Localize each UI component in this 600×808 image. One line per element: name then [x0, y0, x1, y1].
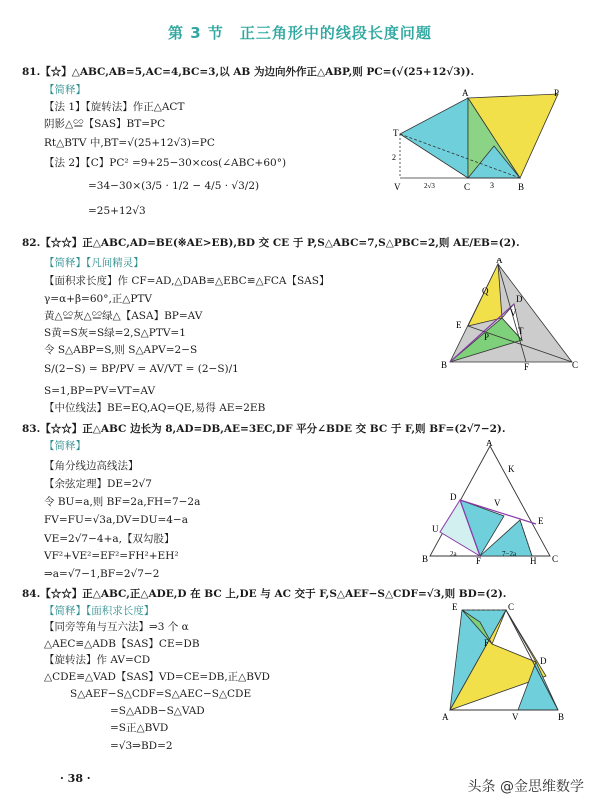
- problem-84-question: 84.【☆☆】正△ABC,正△ADE,D 在 BC 上,DE 与 AC 交于 F,S△AEF−S△CDF=√3,则 BD=(2).: [22, 588, 507, 600]
- p83-line2: 【角分线边高线法】: [44, 460, 139, 472]
- p82-line2: 【面积求长度】作 CF=AD,△DAB≌△EBC≌△FCA【SAS】: [44, 275, 330, 287]
- p84-line3: △AEC≌△ADB【SAS】CE=DB: [44, 638, 200, 650]
- p81-line3: 阴影△≌【SAS】BT=PC: [44, 118, 166, 130]
- p84-line7: =S△ADB−S△VAD: [110, 705, 205, 717]
- svg-text:C: C: [552, 554, 559, 564]
- p84-line9: =√3⇒BD=2: [110, 740, 173, 752]
- svg-text:E: E: [538, 516, 544, 526]
- svg-text:V: V: [512, 712, 519, 722]
- p81-line2: 【法 1】【旋转法】作正△ACT: [44, 101, 185, 113]
- p83-line3: 【余弦定理】DE=2√7: [44, 478, 152, 490]
- svg-text:P: P: [554, 88, 560, 98]
- svg-text:A: A: [496, 258, 503, 265]
- svg-text:2a: 2a: [450, 550, 457, 558]
- svg-text:B: B: [441, 360, 448, 370]
- p83-line5: FV=FU=√3a,DV=DU=4−a: [44, 514, 188, 526]
- p83-line7: VF²+VE²=EF²=FH²+EH²: [44, 550, 179, 562]
- svg-text:C: C: [572, 360, 579, 370]
- svg-text:F: F: [476, 556, 482, 564]
- svg-text:U: U: [432, 524, 439, 534]
- svg-text:7−2a: 7−2a: [502, 550, 517, 558]
- svg-text:3: 3: [490, 181, 494, 190]
- p84-line5: △CDE≌△VAD【SAS】VD=CE=DB,正△BVD: [44, 671, 270, 683]
- p82-line5: S黄=S灰=S绿=2,S△PTV=1: [44, 327, 186, 339]
- section-title: 第 3 节 正三角形中的线段长度问题: [168, 24, 432, 42]
- svg-text:A: A: [486, 440, 493, 448]
- svg-text:2√3: 2√3: [424, 182, 435, 190]
- svg-text:T: T: [393, 128, 399, 138]
- problem-83-question: 83.【☆☆】正△ABC 边长为 8,AD=DB,AE=3EC,DF 平分∠BDE 交 BC 于 F,则 BF=(2√7−2).: [22, 423, 506, 435]
- svg-text:2: 2: [392, 153, 396, 162]
- svg-text:F: F: [524, 362, 530, 370]
- p81-line1: 【简释】: [44, 84, 86, 96]
- svg-text:C: C: [508, 602, 515, 612]
- p84-line6: S△AEF−S△CDF=S△AEC−S△CDE: [70, 688, 252, 700]
- p81-line6: =34−30×(3/5 · 1/2 − 4/5 · √3/2): [88, 180, 260, 192]
- svg-text:E: E: [452, 602, 458, 612]
- svg-text:T: T: [518, 326, 524, 336]
- svg-text:P: P: [484, 332, 490, 342]
- svg-text:C: C: [464, 182, 471, 192]
- svg-text:B: B: [558, 712, 565, 722]
- svg-text:D: D: [516, 294, 523, 304]
- svg-text:A: A: [462, 88, 469, 98]
- svg-text:B: B: [422, 554, 429, 564]
- svg-text:E: E: [456, 320, 462, 330]
- p81-line5: 【法 2】【C】PC² =9+25−30×cos(∠ABC+60°): [44, 157, 287, 169]
- p81-line4: Rt△BTV 中,BT=√(25+12√3)=PC: [44, 137, 215, 149]
- p84-line1: 【简释】【面积求长度】: [44, 605, 155, 617]
- svg-text:F: F: [484, 638, 490, 648]
- svg-text:D: D: [540, 656, 547, 666]
- svg-text:V: V: [494, 498, 501, 508]
- svg-text:H: H: [530, 556, 537, 564]
- figure-81: [390, 86, 570, 198]
- watermark: 头条 @金思维数学: [467, 779, 584, 795]
- p83-line6: VE=2√7−4+a,【双勾股】: [44, 533, 175, 545]
- p82-line1: 【简释】【凡间精灵】: [44, 257, 144, 269]
- figure-82: [440, 258, 580, 370]
- p82-line8: S=1,BP=PV=VT=AV: [44, 385, 156, 397]
- p82-line4: 黄△≌灰△≌绿△【ASA】BP=AV: [44, 310, 203, 322]
- p82-line9: 【中位线法】BE=EQ,AQ=QE,易得 AE=2EB: [44, 402, 266, 414]
- p83-line1: 【简释】: [44, 440, 86, 452]
- svg-text:A: A: [442, 712, 449, 722]
- figure-84: [440, 600, 570, 724]
- svg-text:K: K: [508, 464, 515, 474]
- p81-line7: =25+12√3: [88, 205, 146, 217]
- svg-text:V: V: [510, 308, 517, 318]
- page-number: · 38 ·: [60, 772, 91, 785]
- p82-line6: 令 S△ABP=S,则 S△APV=2−S: [44, 344, 198, 356]
- problem-81-question: 81.【☆】△ABC,AB=5,AC=4,BC=3,以 AB 为边向外作正△ABP,则 PC=(√(25+12√3)).: [22, 66, 475, 78]
- p82-line3: γ=α+β=60°,正△PTV: [44, 293, 153, 305]
- p83-line4: 令 BU=a,则 BF=2a,FH=7−2a: [44, 496, 201, 508]
- p84-line8: =S正△BVD: [110, 722, 169, 734]
- figure-83: [420, 440, 570, 564]
- problem-82-question: 82.【☆☆】正△ABC,AD=BE(※AE>EB),BD 交 CE 于 P,S△ABC=7,S△PBC=2,则 AE/EB=(2).: [22, 237, 520, 249]
- p84-line2: 【同旁等角与互六法】⇒3 个 α: [44, 621, 189, 633]
- svg-text:Q: Q: [482, 286, 489, 296]
- svg-text:B: B: [518, 182, 525, 192]
- svg-text:V: V: [394, 182, 401, 192]
- p83-line8: ⇒a=√7−1,BF=2√7−2: [44, 568, 160, 580]
- p82-line7: S/(2−S) = BP/PV = AV/VT = (2−S)/1: [44, 363, 239, 375]
- svg-text:D: D: [450, 492, 457, 502]
- p84-line4: 【旋转法】作 AV=CD: [44, 654, 151, 666]
